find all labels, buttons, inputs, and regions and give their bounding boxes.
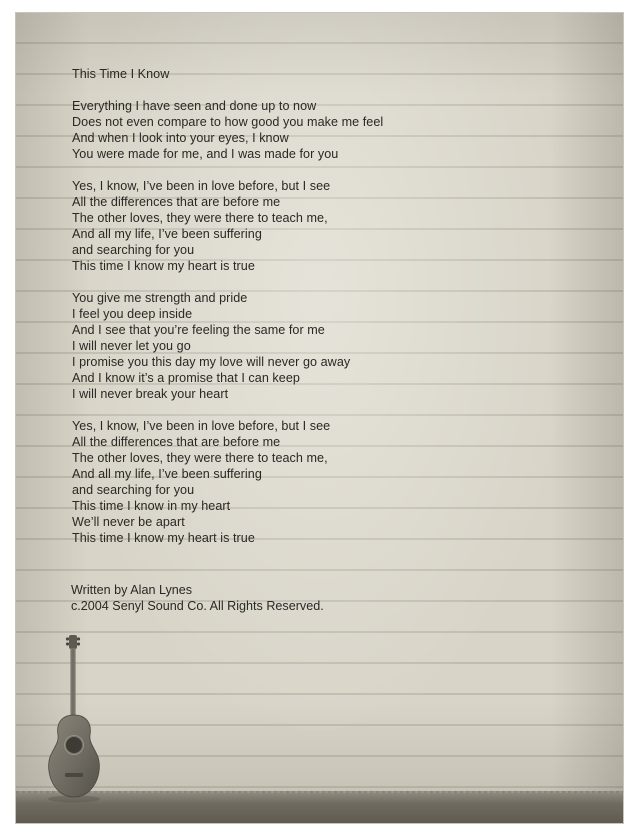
lyric-line: I feel you deep inside (72, 307, 193, 321)
ground-strip (16, 793, 623, 823)
lyric-line: And I see that you’re feeling the same for me (72, 323, 325, 337)
stanza-3 (72, 290, 592, 402)
songwriter-credit: Written by Alan Lynes (71, 583, 193, 597)
lyric-line: Yes, I know, I’ve been in love before, but I see (72, 179, 331, 193)
lyric-line: The other loves, they were there to teach me, (72, 211, 328, 225)
lyric-line: You were made for me, and I was made for you (72, 147, 339, 161)
lyric-line: Everything I have seen and done up to now (72, 99, 317, 113)
lyric-line: And all my life, I’ve been suffering (72, 227, 262, 241)
lyric-line: All the differences that are before me (72, 435, 281, 449)
copyright-notice: c.2004 Senyl Sound Co. All Rights Reserved. (71, 599, 324, 613)
lyrics-block (72, 66, 592, 562)
credits-block (71, 582, 324, 614)
stanza-4 (72, 418, 592, 546)
lyric-line: And I know it’s a promise that I can keep (72, 371, 300, 385)
lyric-line: Yes, I know, I’ve been in love before, but I see (72, 419, 331, 433)
lyric-line: I will never let you go (72, 339, 191, 353)
lyric-line: And all my life, I’ve been suffering (72, 467, 262, 481)
song-title: This Time I Know (72, 67, 170, 81)
stanza-2 (72, 178, 592, 274)
lyric-line: and searching for you (72, 243, 195, 257)
lyric-line: All the differences that are before me (72, 195, 281, 209)
lyric-line: I promise you this day my love will never go away (72, 355, 351, 369)
lyric-line: You give me strength and pride (72, 291, 248, 305)
lyric-sheet-page (16, 13, 623, 823)
acoustic-guitar-icon (42, 633, 106, 803)
lyric-line: And when I look into your eyes, I know (72, 131, 289, 145)
lyric-line: Does not even compare to how good you make me feel (72, 115, 384, 129)
lyric-line: We’ll never be apart (72, 515, 185, 529)
lyric-line: and searching for you (72, 483, 195, 497)
stanza-1 (72, 98, 592, 162)
lyric-line: The other loves, they were there to teach me, (72, 451, 328, 465)
lyric-line: I will never break your heart (72, 387, 229, 401)
lyric-line: This time I know my heart is true (72, 259, 255, 273)
lyric-line: This time I know in my heart (72, 499, 231, 513)
lyric-line: This time I know my heart is true (72, 531, 255, 545)
